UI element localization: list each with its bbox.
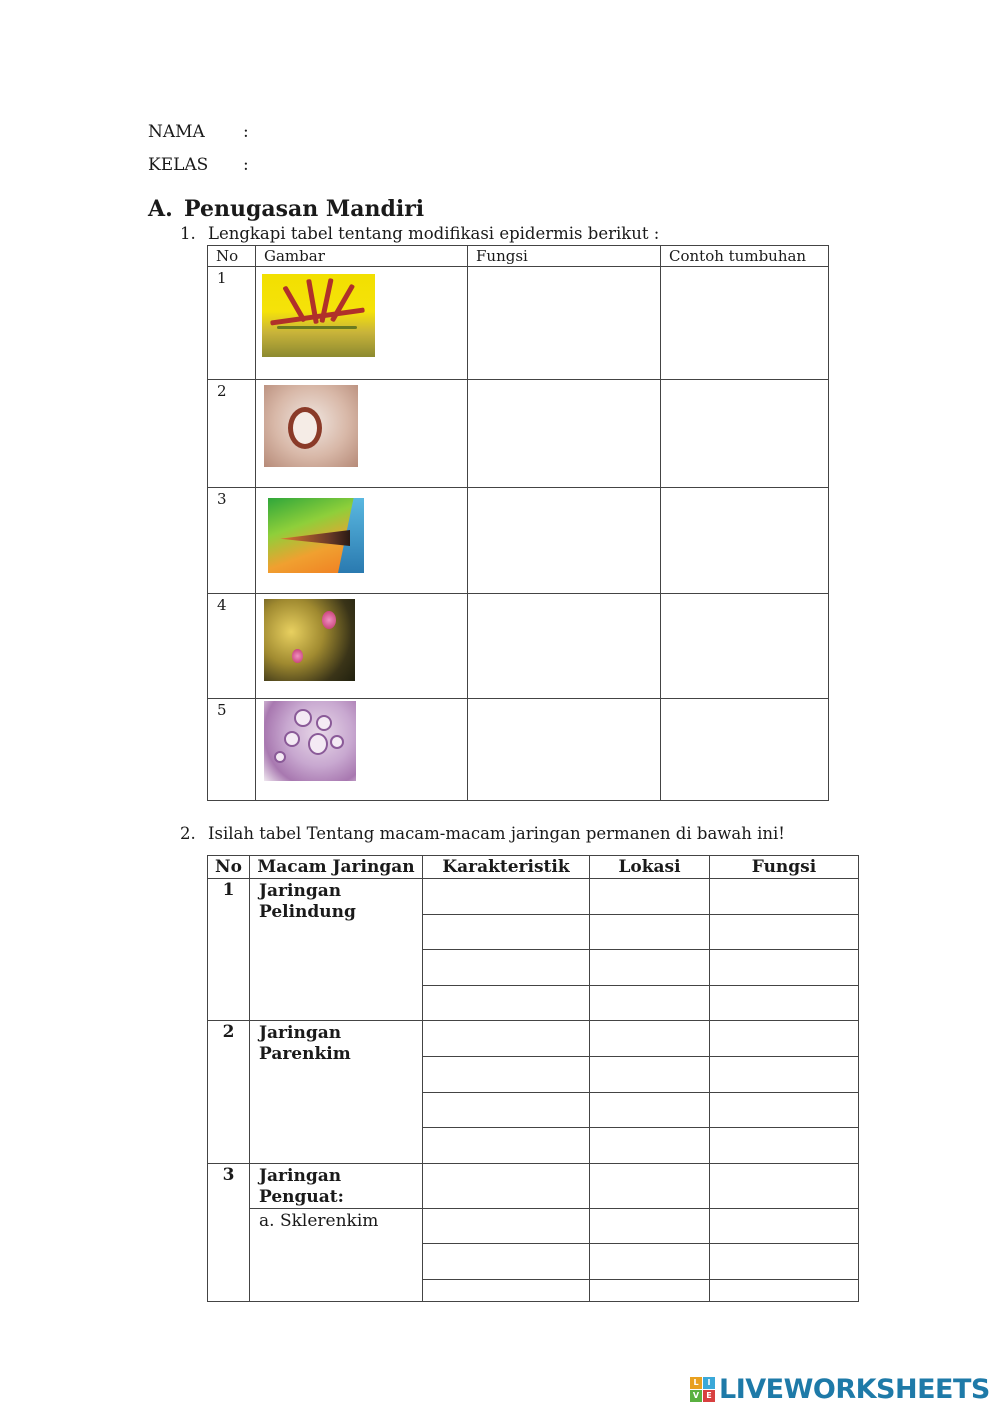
group-number: 1: [208, 879, 250, 1021]
row-number: 2: [208, 380, 256, 488]
karakteristik-cell[interactable]: [423, 879, 590, 915]
liveworksheets-logo-icon: L I V E: [690, 1377, 716, 1403]
karakteristik-cell[interactable]: [423, 1128, 590, 1164]
karakteristik-cell[interactable]: [423, 914, 590, 950]
question-1: [180, 224, 659, 243]
fungsi-cell[interactable]: [468, 267, 661, 380]
fungsi-cell[interactable]: [710, 1208, 859, 1244]
group-name: Jaringan Penguat:: [250, 1163, 423, 1208]
group-name: Jaringan Parenkim: [250, 1021, 423, 1163]
nama-label: NAMA: [148, 122, 205, 142]
group-number: 2: [208, 1021, 250, 1163]
section-letter: A.: [148, 196, 173, 222]
nama-field: [148, 122, 249, 142]
karakteristik-cell[interactable]: [423, 1244, 590, 1280]
fungsi-cell[interactable]: [710, 914, 859, 950]
kelas-colon: :: [243, 155, 249, 175]
fungsi-cell[interactable]: [468, 594, 661, 699]
nama-colon: :: [243, 122, 249, 142]
fungsi-cell[interactable]: [710, 1163, 859, 1208]
karakteristik-cell[interactable]: [423, 1021, 590, 1057]
kelas-field: [148, 155, 249, 175]
question-2: [180, 824, 785, 843]
table-row: [208, 1021, 859, 1057]
lokasi-cell[interactable]: [590, 879, 710, 915]
karakteristik-cell[interactable]: [423, 1163, 590, 1208]
row-number: 4: [208, 594, 256, 699]
liveworksheets-logo: [690, 1374, 990, 1405]
group-number: 3: [208, 1163, 250, 1301]
karakteristik-cell[interactable]: [423, 1092, 590, 1128]
row-number: 5: [208, 699, 256, 801]
plant-tissue-image-1: [262, 274, 375, 357]
question-2-number: 2.: [180, 824, 196, 843]
col-macam-jaringan: Macam Jaringan: [250, 856, 423, 879]
epidermis-table: [207, 245, 829, 801]
fungsi-cell[interactable]: [710, 985, 859, 1021]
lokasi-cell[interactable]: [590, 1056, 710, 1092]
fungsi-cell[interactable]: [710, 950, 859, 986]
fungsi-cell[interactable]: [710, 1092, 859, 1128]
fungsi-cell[interactable]: [710, 1244, 859, 1280]
fungsi-cell[interactable]: [710, 1279, 859, 1301]
col-contoh: Contoh tumbuhan: [661, 246, 829, 267]
lokasi-cell[interactable]: [590, 1208, 710, 1244]
col-fungsi: Fungsi: [710, 856, 859, 879]
contoh-cell[interactable]: [661, 488, 829, 594]
fungsi-cell[interactable]: [710, 1021, 859, 1057]
table-header-row: [208, 246, 829, 267]
table-row: [208, 380, 829, 488]
image-cell: [256, 594, 468, 699]
table-row: [208, 699, 829, 801]
lokasi-cell[interactable]: [590, 1128, 710, 1164]
lokasi-cell[interactable]: [590, 1244, 710, 1280]
fungsi-cell[interactable]: [710, 1056, 859, 1092]
question-1-text: Lengkapi tabel tentang modifikasi epidermis berikut :: [208, 224, 660, 243]
table-row: [208, 1163, 859, 1208]
flower-hair-image: [264, 599, 355, 681]
karakteristik-cell[interactable]: [423, 985, 590, 1021]
question-1-number: 1.: [180, 224, 196, 243]
karakteristik-cell[interactable]: [423, 1279, 590, 1301]
lokasi-cell[interactable]: [590, 1163, 710, 1208]
thorn-image: [268, 498, 364, 573]
image-cell: [256, 267, 468, 380]
contoh-cell[interactable]: [661, 267, 829, 380]
logo-text: LIVEWORKSHEETS: [719, 1374, 990, 1405]
fungsi-cell[interactable]: [468, 488, 661, 594]
sub-item-name: a. Sklerenkim: [250, 1208, 423, 1301]
lokasi-cell[interactable]: [590, 950, 710, 986]
contoh-cell[interactable]: [661, 594, 829, 699]
tissue-table: [207, 855, 859, 1302]
row-number: 3: [208, 488, 256, 594]
karakteristik-cell[interactable]: [423, 950, 590, 986]
table-header-row: [208, 856, 859, 879]
col-karakteristik: Karakteristik: [423, 856, 590, 879]
image-cell: [256, 380, 468, 488]
contoh-cell[interactable]: [661, 699, 829, 801]
table-row: [208, 594, 829, 699]
stoma-image: [264, 385, 358, 467]
table-row: [208, 488, 829, 594]
table-row: [208, 879, 859, 915]
cell-section-image: [264, 701, 356, 781]
karakteristik-cell[interactable]: [423, 1208, 590, 1244]
lokasi-cell[interactable]: [590, 985, 710, 1021]
section-title-text: Penugasan Mandiri: [184, 196, 425, 222]
contoh-cell[interactable]: [661, 380, 829, 488]
table-row: [208, 267, 829, 380]
lokasi-cell[interactable]: [590, 1092, 710, 1128]
fungsi-cell[interactable]: [468, 699, 661, 801]
lokasi-cell[interactable]: [590, 1279, 710, 1301]
row-number: 1: [208, 267, 256, 380]
image-cell: [256, 699, 468, 801]
col-no: No: [208, 856, 250, 879]
lokasi-cell[interactable]: [590, 914, 710, 950]
fungsi-cell[interactable]: [710, 879, 859, 915]
col-lokasi: Lokasi: [590, 856, 710, 879]
col-no: No: [208, 246, 256, 267]
col-fungsi: Fungsi: [468, 246, 661, 267]
lokasi-cell[interactable]: [590, 1021, 710, 1057]
fungsi-cell[interactable]: [468, 380, 661, 488]
col-gambar: Gambar: [256, 246, 468, 267]
fungsi-cell[interactable]: [710, 1128, 859, 1164]
question-2-text: Isilah tabel Tentang macam-macam jaringan permanen di bawah ini!: [208, 824, 785, 843]
section-title: [148, 196, 424, 222]
group-name: Jaringan Pelindung: [250, 879, 423, 1021]
kelas-label: KELAS: [148, 155, 209, 175]
table-row: [208, 1208, 859, 1244]
image-cell: [256, 488, 468, 594]
karakteristik-cell[interactable]: [423, 1056, 590, 1092]
